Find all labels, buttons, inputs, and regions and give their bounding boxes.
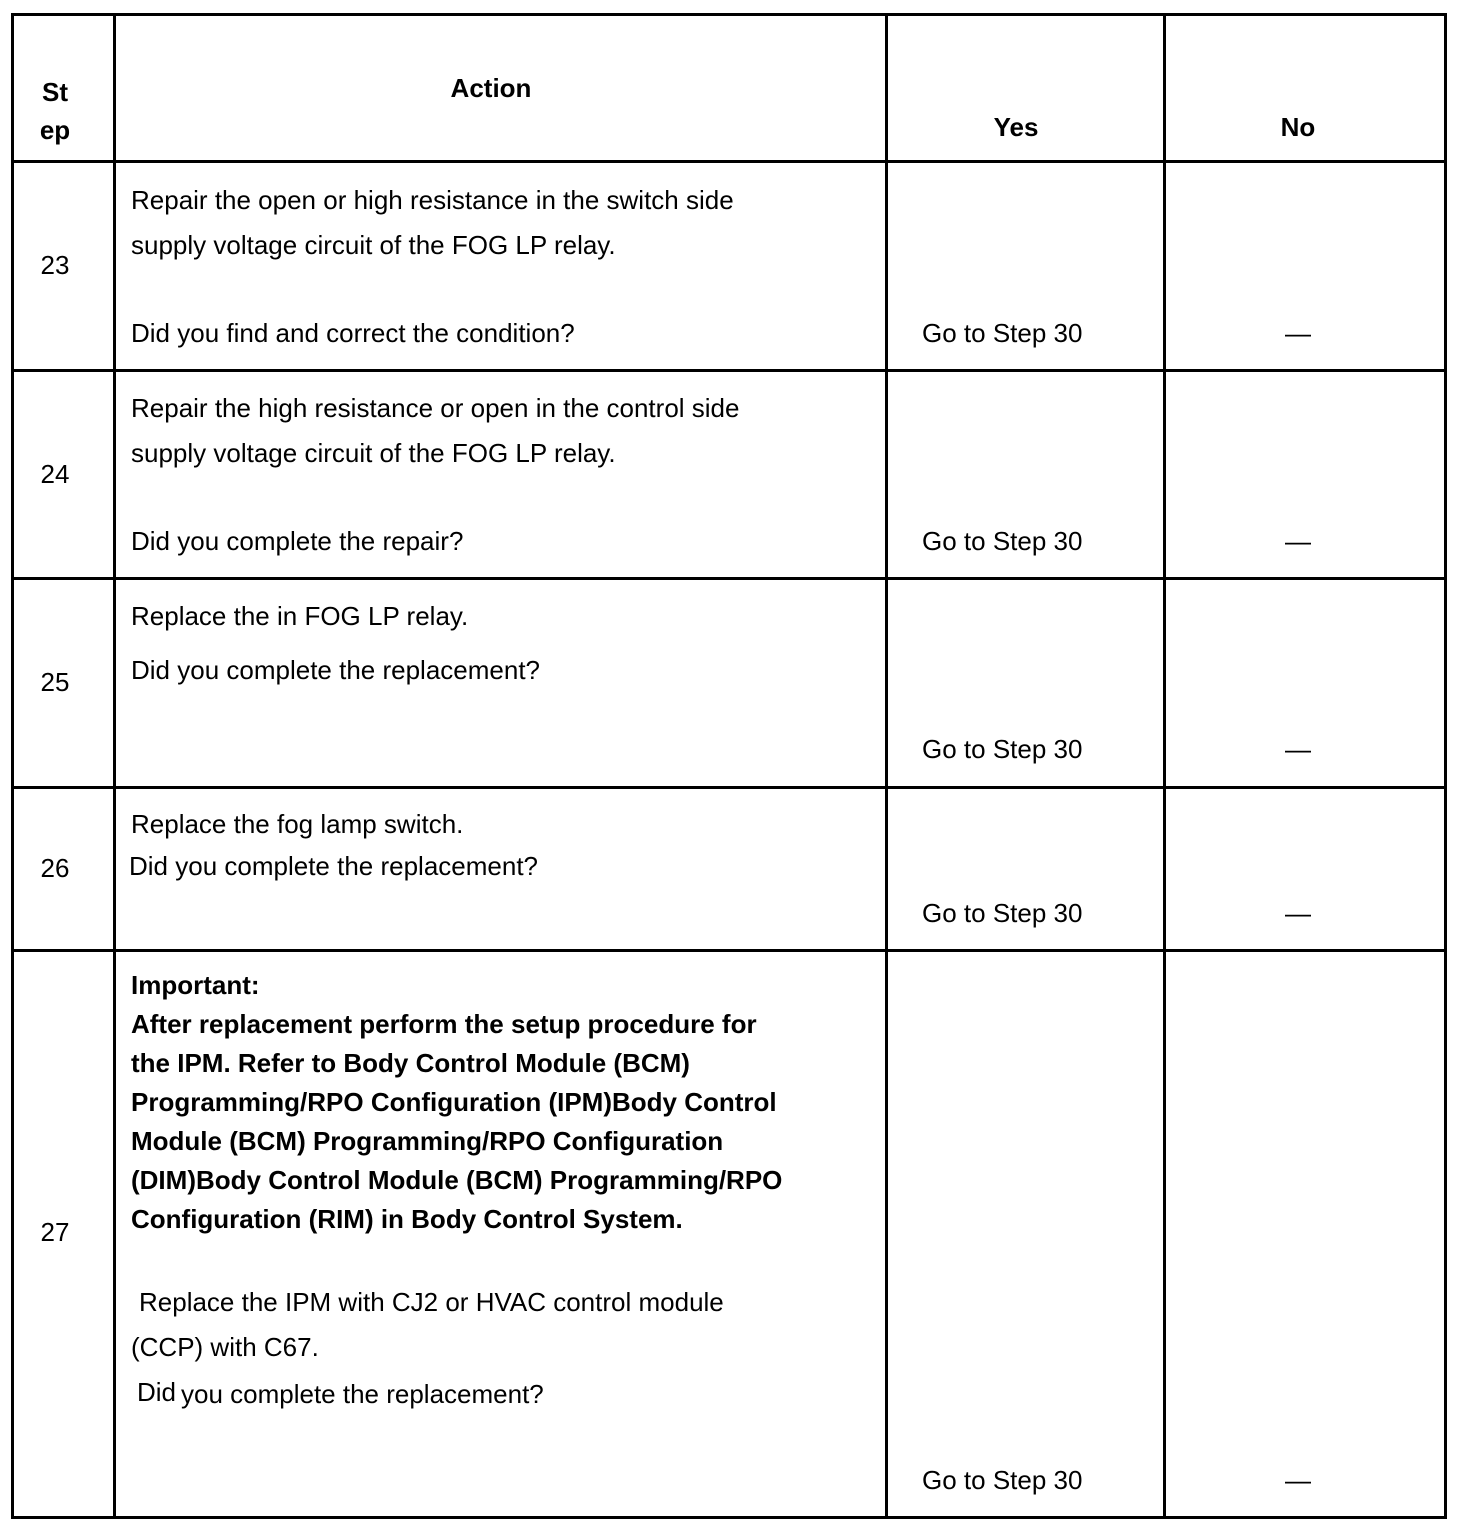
action-text: Replace the IPM with CJ2 or HVAC control module (139, 1287, 724, 1317)
important-heading: Important: (131, 970, 260, 1000)
header-step-line1: St (42, 77, 68, 107)
action-text: Replace the in FOG LP relay. (131, 601, 469, 631)
action-text: Repair the high resistance or open in the control side (131, 393, 740, 423)
action-question: Did you find and correct the condition? (131, 318, 575, 348)
action-text: Replace the fog lamp switch. (131, 809, 464, 839)
important-line: Configuration (RIM) in Body Control System. (131, 1204, 683, 1234)
yes-result: Go to Step 30 (922, 898, 1083, 928)
step-number: 26 (40, 853, 70, 883)
action-text: (CCP) with C67. (131, 1332, 319, 1362)
action-question: you complete the replacement? (181, 1379, 544, 1409)
column-divider (885, 16, 888, 1516)
yes-result: Go to Step 30 (922, 526, 1083, 556)
no-result: — (1285, 1465, 1311, 1495)
action-question-prefix: Did (137, 1377, 177, 1407)
row-divider (14, 160, 1444, 163)
step-number: 25 (40, 667, 70, 697)
yes-result: Go to Step 30 (922, 734, 1083, 764)
step-number: 27 (40, 1217, 70, 1247)
header-no: No (1280, 112, 1316, 142)
step-number: 24 (40, 459, 70, 489)
row-divider (14, 786, 1444, 789)
action-text: supply voltage circuit of the FOG LP relay. (131, 230, 616, 260)
important-note (131, 966, 782, 1239)
important-line: Module (BCM) Programming/RPO Configuration (131, 1126, 724, 1156)
header-action: Action (450, 73, 532, 103)
action-text: Repair the open or high resistance in the switch side (131, 185, 734, 215)
yes-result: Go to Step 30 (922, 1465, 1083, 1495)
action-question: Did you complete the replacement? (129, 851, 539, 881)
important-line: (DIM)Body Control Module (BCM) Programming/RPO (131, 1165, 783, 1195)
action-text: supply voltage circuit of the FOG LP relay. (131, 438, 616, 468)
row-divider (14, 369, 1444, 372)
action-question: Did you complete the replacement? (131, 655, 541, 685)
no-result: — (1285, 526, 1311, 556)
header-step (14, 73, 96, 149)
header-step-line2: ep (39, 115, 71, 145)
no-result: — (1285, 318, 1311, 348)
no-result: — (1285, 898, 1311, 928)
action-question: Did you complete the repair? (131, 526, 464, 556)
header-yes: Yes (993, 112, 1039, 142)
important-line: Programming/RPO Configuration (IPM)Body Control (131, 1087, 777, 1117)
row-divider (14, 949, 1444, 952)
important-line: the IPM. Refer to Body Control Module (BCM) (131, 1048, 690, 1078)
important-line: After replacement perform the setup procedure for (131, 1009, 757, 1039)
column-divider (113, 16, 116, 1516)
step-number: 23 (40, 250, 70, 280)
no-result: — (1285, 734, 1311, 764)
row-divider (14, 577, 1444, 580)
yes-result: Go to Step 30 (922, 318, 1083, 348)
column-divider (1163, 16, 1166, 1516)
